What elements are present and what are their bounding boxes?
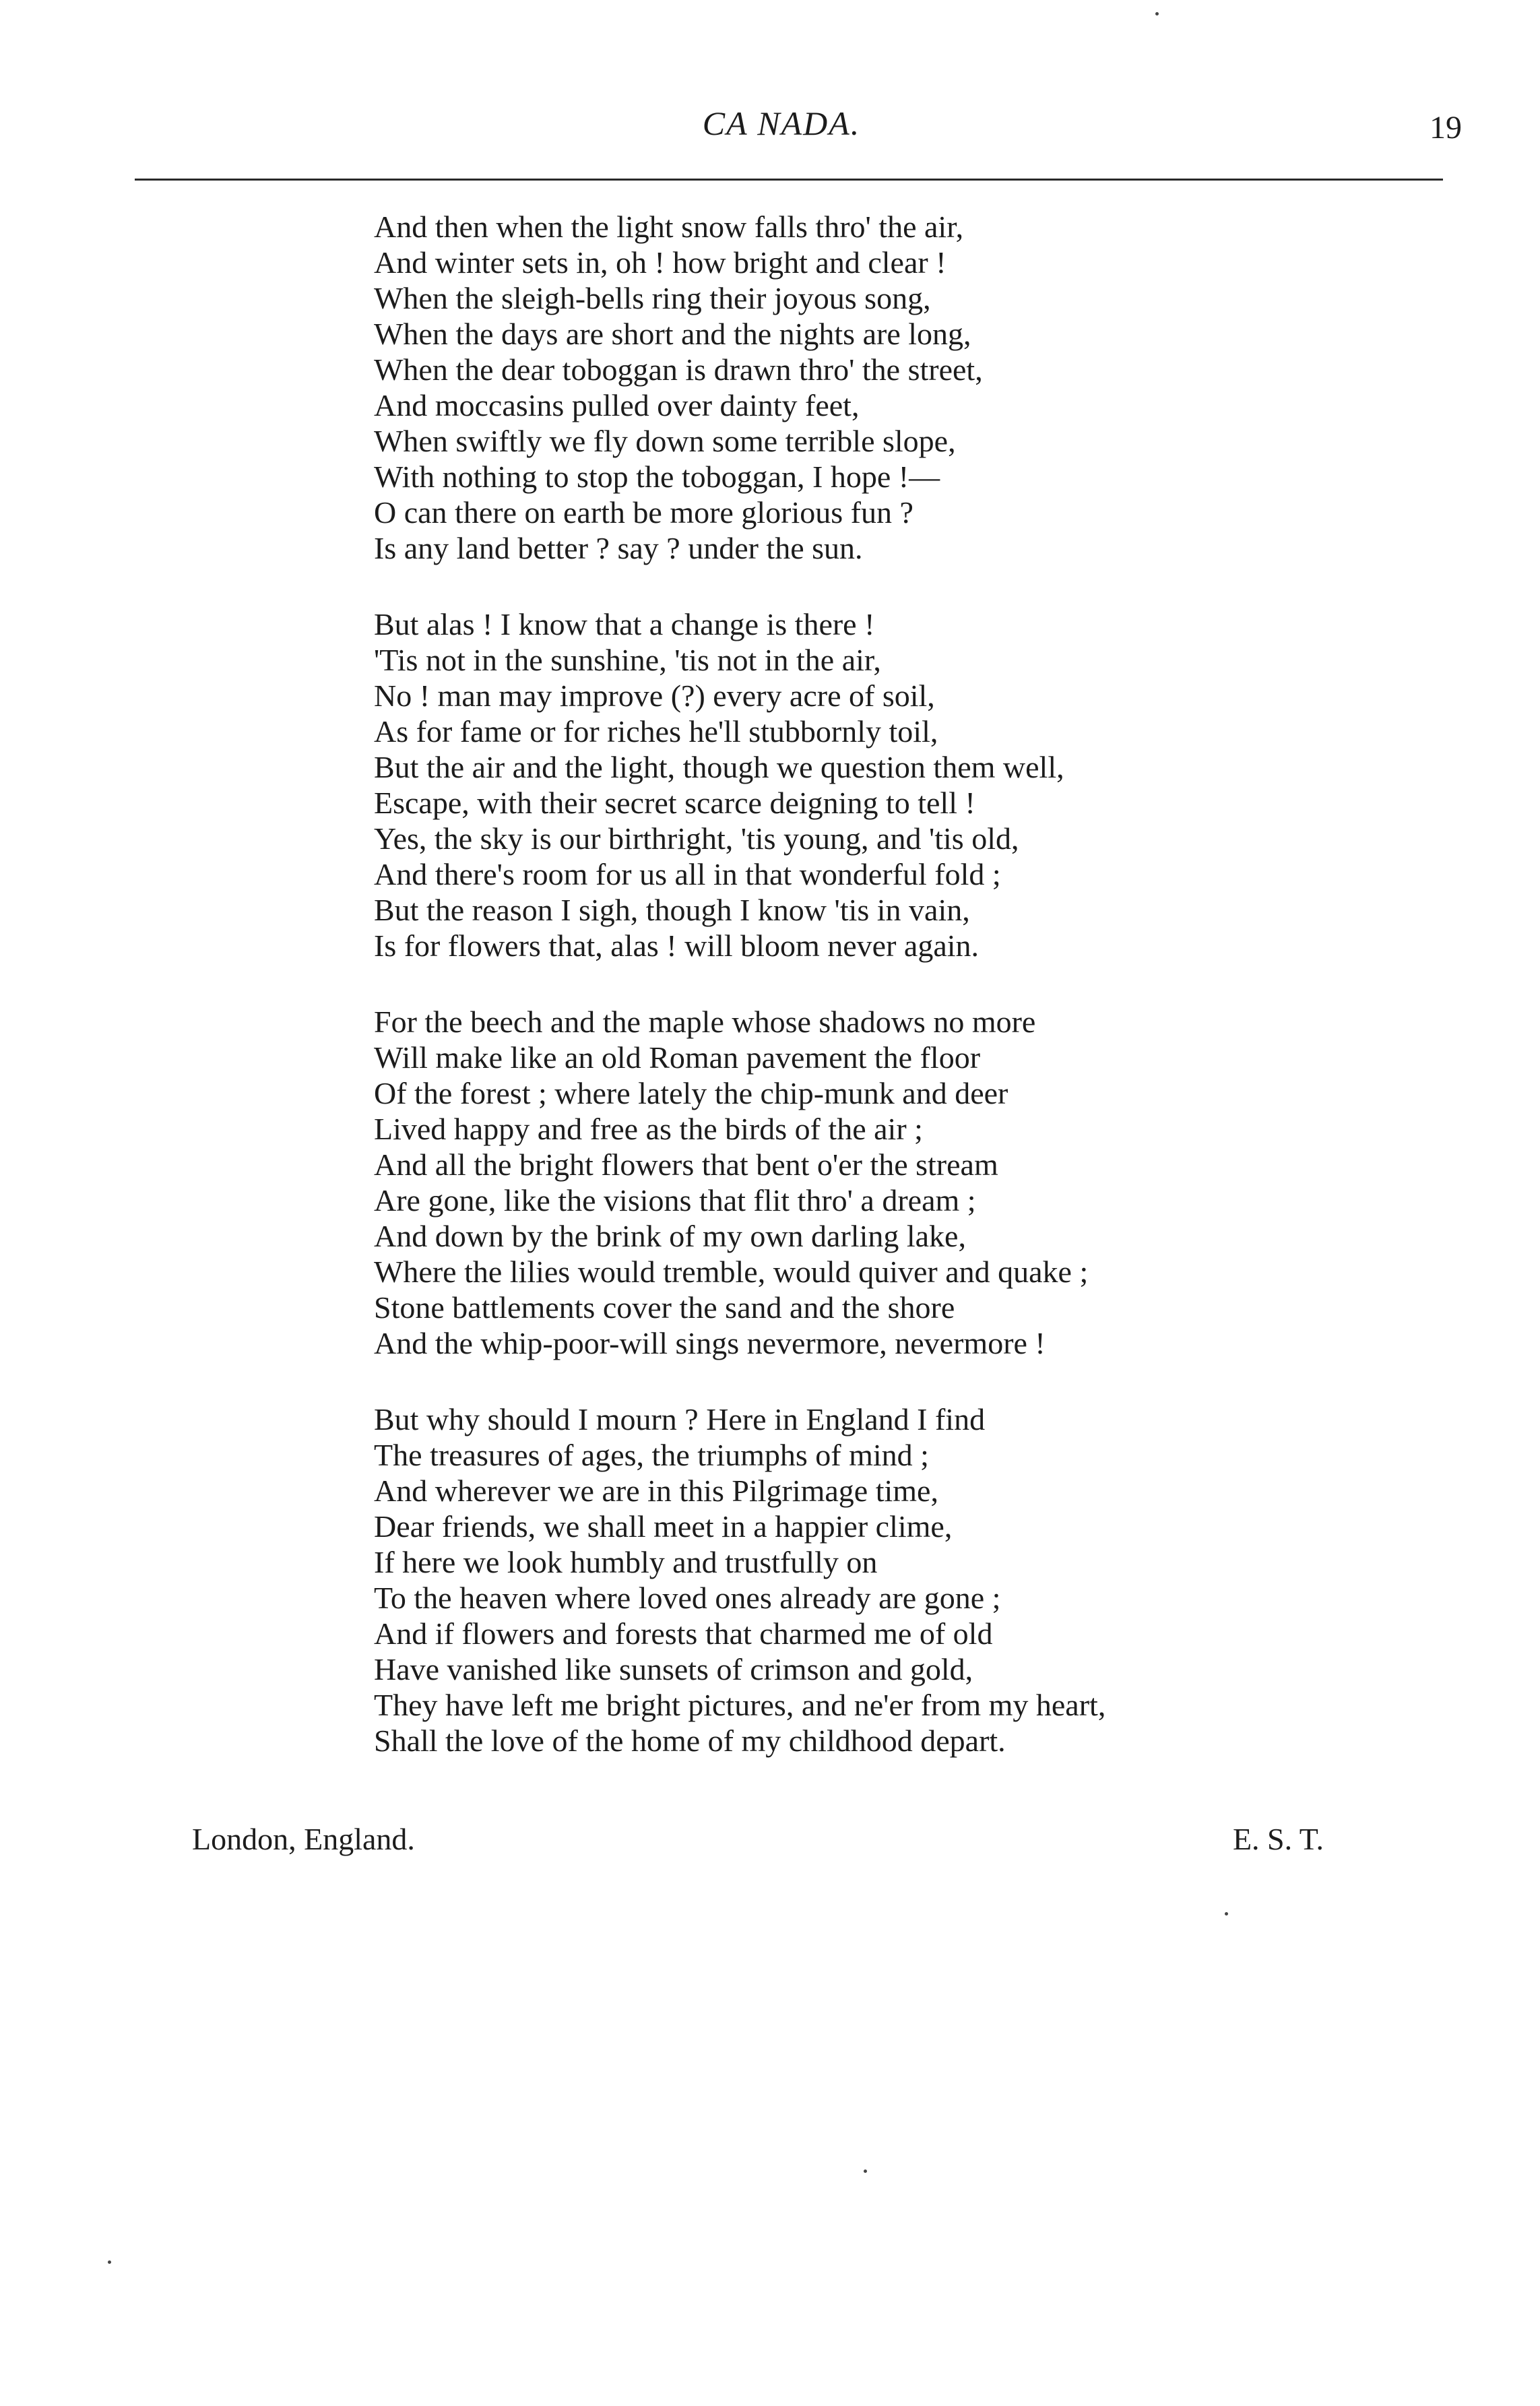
page-number: 19 xyxy=(1430,110,1462,146)
print-speck xyxy=(108,2260,111,2264)
poem-line: Shall the love of the home of my childhood depart. xyxy=(374,1723,1006,1758)
poem-line: No ! man may improve (?) every acre of soil, xyxy=(374,678,935,713)
poem-line: When the dear toboggan is drawn thro' the street, xyxy=(374,352,983,387)
header-rule xyxy=(135,179,1443,181)
stanza-3 xyxy=(374,1004,1398,1361)
poem-line: And then when the light snow falls thro' the air, xyxy=(374,210,964,244)
poem-line: And there's room for us all in that wonderful fold ; xyxy=(374,857,1001,891)
signoff-initials: E. S. T. xyxy=(1232,1822,1324,1856)
poem-line: To the heaven where loved ones already are gone ; xyxy=(374,1581,1001,1615)
signoff-place: London, England. xyxy=(192,1822,415,1856)
poem-line: If here we look humbly and trustfully on xyxy=(374,1545,878,1579)
poem-line: When the days are short and the nights are long, xyxy=(374,317,971,351)
poem-line: For the beech and the maple whose shadows no more xyxy=(374,1005,1036,1039)
poem-line: Where the lilies would tremble, would quiver and quake ; xyxy=(374,1255,1089,1289)
print-speck xyxy=(864,2170,867,2173)
stanza-1 xyxy=(374,209,1398,566)
poem-line: Stone battlements cover the sand and the shore xyxy=(374,1290,955,1325)
poem-line: Is any land better ? say ? under the sun. xyxy=(374,531,863,565)
poem-line: Dear friends, we shall meet in a happier clime, xyxy=(374,1509,953,1544)
print-speck xyxy=(1225,1912,1228,1916)
poem-line: But alas ! I know that a change is there ! xyxy=(374,607,875,641)
poem-line: Of the forest ; where lately the chip-munk and deer xyxy=(374,1076,1008,1110)
poem-line: When the sleigh-bells ring their joyous song, xyxy=(374,281,931,315)
poem-line: Lived happy and free as the birds of the air ; xyxy=(374,1112,923,1146)
poem-line: Yes, the sky is our birthright, 'tis young, and 'tis old, xyxy=(374,821,1019,856)
poem-line: And wherever we are in this Pilgrimage time, xyxy=(374,1474,938,1508)
poem-line: And all the bright flowers that bent o'er the stream xyxy=(374,1147,998,1182)
poem-line: And the whip-poor-will sings nevermore, nevermore ! xyxy=(374,1326,1046,1360)
running-head xyxy=(0,101,1540,155)
poem-line: As for fame or for riches he'll stubbornly toil, xyxy=(374,714,938,749)
poem-line: The treasures of ages, the triumphs of mind ; xyxy=(374,1438,929,1472)
poem-line: Are gone, like the visions that flit thro' a dream ; xyxy=(374,1183,976,1217)
poem-line: And winter sets in, oh ! how bright and clear ! xyxy=(374,245,947,280)
poem-line: Have vanished like sunsets of crimson and gold, xyxy=(374,1652,973,1686)
running-title: CA NADA. xyxy=(702,104,861,142)
poem-line: Escape, with their secret scarce deigning to tell ! xyxy=(374,786,975,820)
poem-line: 'Tis not in the sunshine, 'tis not in the air, xyxy=(374,643,881,677)
poem-line: And if flowers and forests that charmed me of old xyxy=(374,1616,993,1651)
poem-line: When swiftly we fly down some terrible slope, xyxy=(374,424,956,458)
poem-line: And down by the brink of my own darling lake, xyxy=(374,1219,966,1253)
poem-line: And moccasins pulled over dainty feet, xyxy=(374,388,860,422)
poem-line: Will make like an old Roman pavement the floor xyxy=(374,1040,981,1075)
print-speck xyxy=(1155,12,1159,15)
poem-line: With nothing to stop the toboggan, I hope !— xyxy=(374,460,940,494)
signoff xyxy=(192,1819,1324,1860)
poem xyxy=(374,209,1398,1799)
poem-line: But the air and the light, though we question them well, xyxy=(374,750,1064,784)
poem-line: Is for flowers that, alas ! will bloom never again. xyxy=(374,928,980,963)
poem-line: But why should I mourn ? Here in England I find xyxy=(374,1402,986,1436)
poem-line: But the reason I sigh, though I know 'tis in vain, xyxy=(374,893,970,927)
stanza-4 xyxy=(374,1401,1398,1759)
stanza-2 xyxy=(374,606,1398,963)
poem-line: They have left me bright pictures, and ne'er from my heart, xyxy=(374,1688,1106,1722)
poem-line: O can there on earth be more glorious fun ? xyxy=(374,495,913,530)
